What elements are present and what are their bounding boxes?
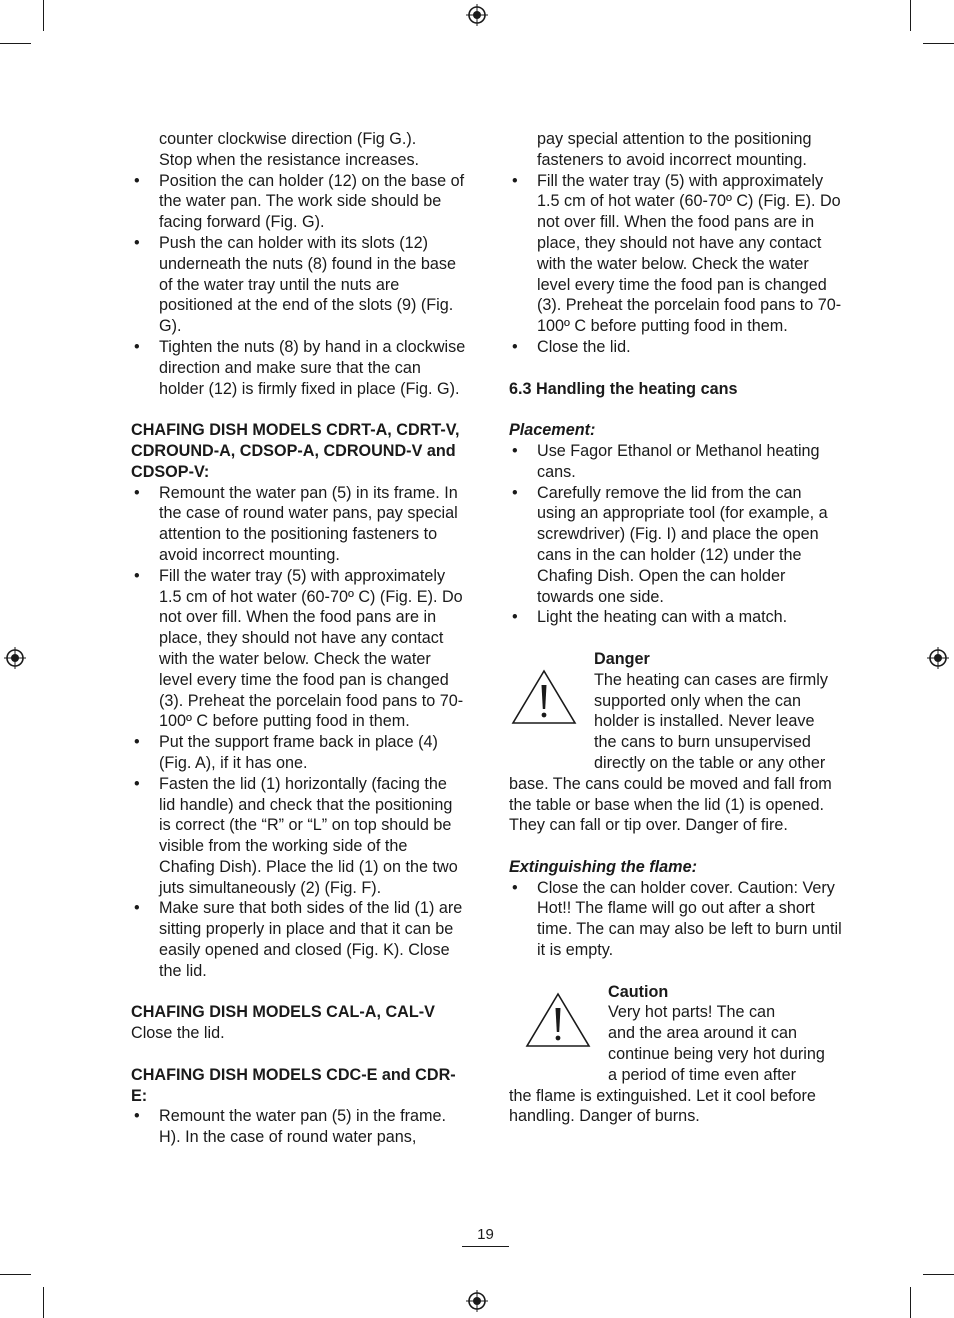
text-line: directly on the table or any other [594,753,826,772]
paragraph: Close the lid. [131,1024,225,1043]
registration-mark-icon [4,647,26,669]
list-item: • Close the lid. [509,337,844,358]
list-item: • Push the can holder with its slots (12) underneath the nuts (8) found in the base of the water tray until the nuts are positioned at the end of the slots (9) (Fig. G). [131,233,466,337]
left-column [131,129,466,1148]
list-item: • Position the can holder (12) on the base of the water pan. The work side should be facing forward (Fig. G). [131,171,466,233]
danger-title: Danger [594,649,650,668]
right-column [509,129,844,1127]
subsection-heading: Extinguishing the flame: [509,857,697,876]
text-line: Very hot parts! The can [608,1003,776,1022]
crop-mark [43,0,44,31]
caution-warning [509,982,844,1128]
registration-mark-icon [466,4,488,26]
list-item: • Remount the water pan (5) in its frame. In the case of round water pans, pay special attention to the positioning fasteners to avoid incorrect mounting. [131,483,466,566]
list-item: • Tighten the nuts (8) by hand in a clockwise direction and make sure that the can holder (12) is firmly fixed in place (Fig. G). [131,337,466,399]
bullet-list [509,171,844,358]
page-number: 19 [462,1226,509,1247]
list-item: • Make sure that both sides of the lid (1) are sitting properly in place and that it can be easily opened and closed (Fig. K). Close the lid. [131,898,466,981]
crop-mark [910,1287,911,1318]
section-heading: 6.3 Handling the heating cans [509,379,738,398]
subsection-heading: Placement: [509,421,596,440]
registration-mark-icon [927,647,949,669]
crop-mark [923,43,954,44]
text-line: counter clockwise direction (Fig G.). [159,130,417,148]
warning-triangle-icon [511,669,577,725]
list-item: • Use Fagor Ethanol or Methanol heating cans. [509,441,844,483]
text-line: the cans to burn unsupervised [594,733,811,752]
list-item: • Remount the water pan (5) in the frame. H). In the case of round water pans, [131,1106,466,1148]
section-heading: CHAFING DISH MODELS CAL-A, CAL-V [131,1003,435,1022]
list-item: • Close the can holder cover. Caution: Very Hot!! The flame will go out after a short time. The can may also be left to burn until it is empty. [509,878,844,961]
bullet-list [509,878,844,961]
paragraph: the flame is extinguished. Let it cool before handling. Danger of burns. [509,1086,816,1126]
section-heading: CHAFING DISH MODELS CDRT-A, CDRT-V, CDROUND-A, CDSOP-A, CDROUND-V and CDSOP-V: [131,421,460,481]
crop-mark [0,1274,31,1275]
crop-mark [910,0,911,31]
list-item: • Fill the water tray (5) with approximately 1.5 cm of hot water (60-70º C) (Fig. E). Do not over fill. When the food pans are in place, they should not have any contact with the water below. Check the water level every time the food pan is changed (3). Preheat the porcelain food pans to 70-100º C before putting food in them. [131,566,466,732]
caution-title: Caution [608,982,669,1001]
text-line: a period of time even after [608,1065,797,1084]
bullet-list [131,1106,466,1148]
list-item: • Fasten the lid (1) horizontally (facing the lid handle) and check that the positioning is correct (the “R” or “L” on top should be visible from the working side of the Chafing Dish). Place the lid (1) on the two juts simultaneously (2) (Fig. F). [131,774,466,899]
text-line: continue being very hot during [608,1045,825,1064]
crop-mark [923,1274,954,1275]
text-line: supported only when the can [594,691,801,710]
bullet-list [131,483,466,982]
bullet-list [509,441,844,628]
bullet-list [131,171,466,400]
list-item: • Put the support frame back in place (4) (Fig. A), if it has one. [131,732,466,774]
paragraph: pay special attention to the positioning fasteners to avoid incorrect mounting. [537,130,812,169]
list-item: • Fill the water tray (5) with approximately 1.5 cm of hot water (60-70º C) (Fig. E). Do not over fill. When the food pans are in place, they should not have any contact with the water below. Check the water level every time the food pan is changed (3). Preheat the porcelain food pans to 70-100º C before putting food in them. [509,171,844,337]
crop-mark [43,1287,44,1318]
registration-mark-icon [466,1290,488,1312]
warning-triangle-icon [525,992,591,1048]
crop-mark [0,43,31,44]
danger-warning [509,649,844,836]
text-line: The heating can cases are firmly [594,670,828,689]
list-item: • Light the heating can with a match. [509,607,844,628]
paragraph: base. The cans could be moved and fall from the table or base when the lid (1) is opened. They can fall or tip over. Danger of fire. [509,774,832,835]
text-line: Stop when the resistance increases. [159,150,420,169]
section-heading: CHAFING DISH MODELS CDC-E and CDR-E: [131,1065,456,1105]
text-line: and the area around it can [608,1024,797,1043]
list-item: • Carefully remove the lid from the can using an appropriate tool (for example, a screwdriver) (Fig. I) and place the open cans in the can holder (12) under the Chafing Dish. Open the can holder towards one side. [509,483,844,608]
text-line: holder is installed. Never leave [594,712,815,731]
